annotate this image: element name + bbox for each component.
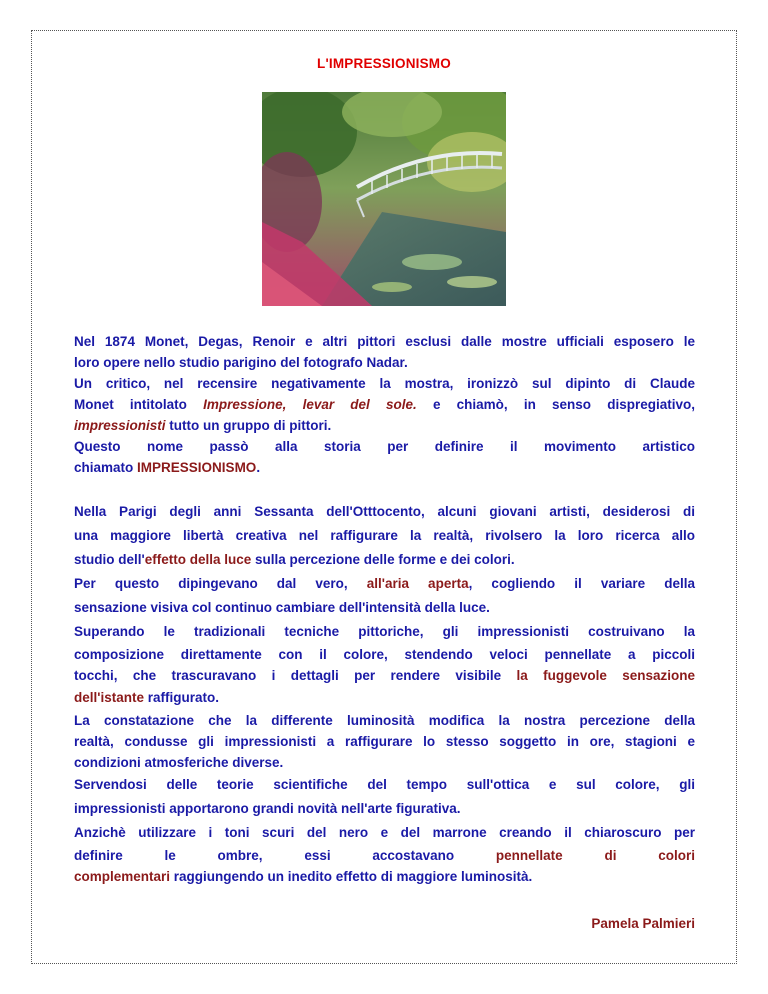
text-span: chiamato [74, 460, 134, 475]
text-line: Superando le tradizionali tecniche pittoriche, gli impressionisti costruivano la [74, 624, 695, 639]
text-line [74, 572, 695, 596]
text-line: Nella Parigi degli anni Sessanta dell'Otttocento, alcuni giovani artisti, desiderosi di [74, 504, 695, 519]
text-line [74, 845, 695, 866]
text-span: . [256, 460, 261, 475]
text-span: raggiungendo un inedito effetto di maggiore luminosità. [173, 869, 533, 884]
paragraph-description [74, 500, 695, 887]
text-span: Per questo dipingevano dal vero, [74, 576, 348, 591]
text-line: condizioni atmosferiche diverse. [74, 755, 284, 770]
painting-title: Impressione, levar del sole. [203, 397, 417, 412]
term-aria-aperta: all'aria aperta [366, 576, 469, 591]
term-fuggevole: la fuggevole sensazione [516, 668, 695, 683]
text-line [74, 866, 695, 887]
text-line: Un critico, nel recensire negativamente la mostra, ironizzò sul dipinto di Claude [74, 376, 695, 391]
term-istante: dell'istante [74, 690, 144, 705]
text-line [74, 686, 695, 710]
text-line [74, 665, 695, 686]
text-span: tutto un gruppo di pittori. [169, 418, 332, 433]
text-span: studio dell' [74, 552, 145, 567]
page-title: L'IMPRESSIONISMO [317, 56, 451, 71]
text-line: una maggiore libertà creativa nel raffigurare la realtà, rivolsero la loro ricerca allo [74, 528, 695, 543]
text-span: definire le ombre, essi accostavano [74, 848, 455, 863]
text-span: raffigurato. [147, 690, 220, 705]
text-line [74, 457, 695, 478]
text-line: composizione direttamente con il colore, stendendo veloci pennellate a piccoli [74, 647, 695, 662]
text-line [74, 394, 695, 415]
text-line: realtà, condusse gli impressionisti a raffigurare lo stesso soggetto in ore, stagioni e [74, 734, 695, 749]
text-line [74, 415, 695, 436]
paragraph-history [74, 331, 695, 478]
text-line: Anzichè utilizzare i toni scuri del nero e del marrone creando il chiaroscuro per [74, 825, 695, 840]
monet-painting-image [262, 92, 506, 306]
text-span: Monet intitolato [74, 397, 187, 412]
text-line: Nel 1874 Monet, Degas, Renoir e altri pittori esclusi dalle mostre ufficiali esposero le [74, 334, 695, 349]
text-span: , cogliendo il variare della [468, 576, 695, 591]
term-effetto-luce: effetto della luce [144, 552, 252, 567]
text-line: Questo nome passò alla storia per definire il movimento artistico [74, 439, 695, 454]
term-impressionisti: impressionisti [74, 418, 166, 433]
text-span: e chiamò, in senso dispregiativo, [432, 397, 695, 412]
text-line: loro opere nello studio parigino del fotografo Nadar. [74, 355, 408, 370]
text-line: impressionisti apportarono grandi novità nell'arte figurativa. [74, 801, 461, 816]
term-impressionismo: IMPRESSIONISMO [137, 460, 257, 475]
author-signature: Pamela Palmieri [591, 916, 695, 931]
term-pennellate: pennellate di colori [495, 848, 695, 863]
text-line [74, 548, 695, 572]
text-span: sulla percezione delle forme e dei colori. [255, 552, 515, 567]
text-line: La constatazione che la differente luminosità modifica la nostra percezione della [74, 713, 695, 728]
text-line: sensazione visiva col continuo cambiare dell'intensità della luce. [74, 600, 490, 615]
text-line: Servendosi delle teorie scientifiche del tempo sull'ottica e sul colore, gli [74, 777, 695, 792]
term-complementari: complementari [74, 869, 171, 884]
text-span: tocchi, che trascuravano i dettagli per rendere visibile [74, 668, 502, 683]
